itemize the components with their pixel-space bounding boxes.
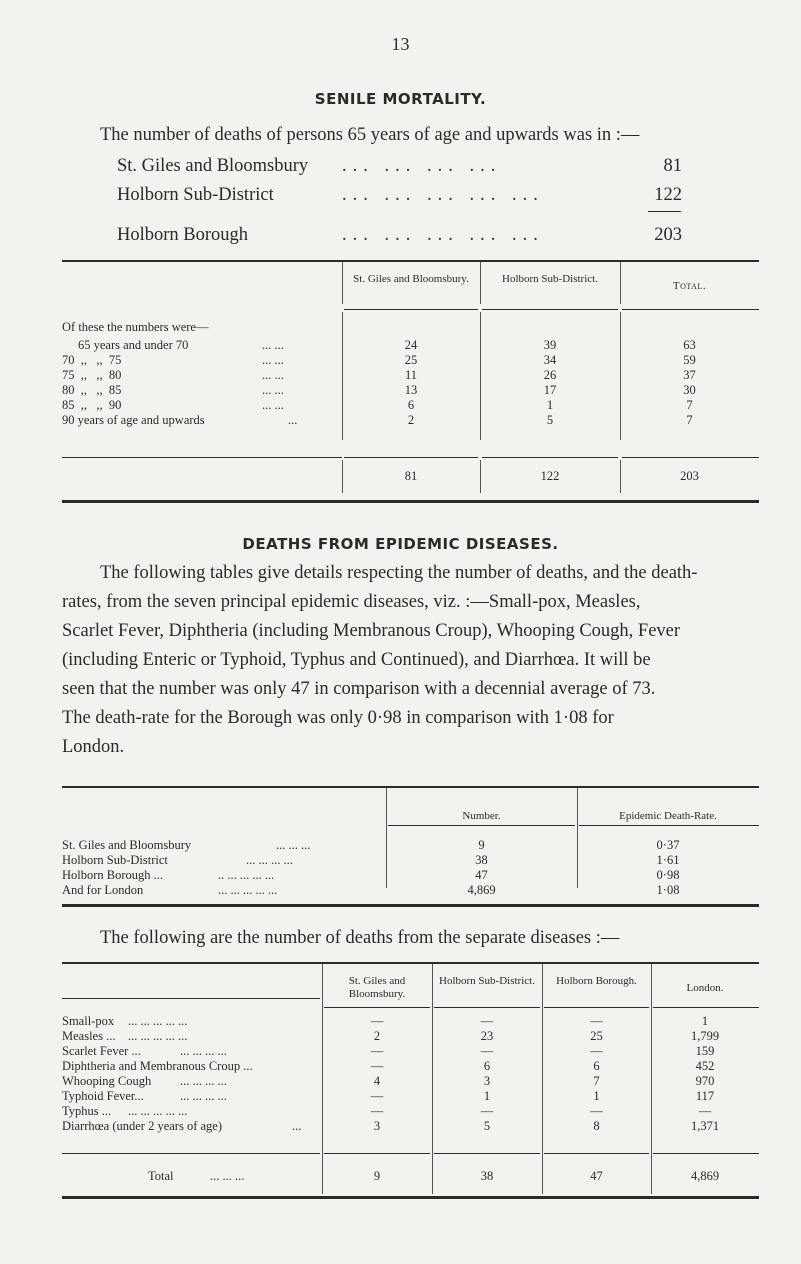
row-dots: ... ... <box>262 398 284 412</box>
row-label: And for London <box>62 883 144 897</box>
cell-total: 7 <box>686 413 693 427</box>
cell-holborn-borough: — <box>590 1104 603 1118</box>
table-top-rule <box>62 962 759 964</box>
total-rule <box>62 457 342 458</box>
header-number: Number. <box>462 810 501 822</box>
header-total: Total. <box>672 280 707 292</box>
cell-holborn: 1 <box>546 398 554 412</box>
summary-sum-rule <box>648 211 681 212</box>
cell-holborn-borough: 6 <box>593 1059 600 1073</box>
diseases-intro: The following are the number of deaths from the separate diseases :— <box>100 928 620 948</box>
cell-london: 1,371 <box>690 1119 720 1133</box>
row-dots: ... ... ... <box>276 838 311 852</box>
summary-value: 122 <box>654 185 682 205</box>
header-holborn-sub-district: Holborn Sub-District. <box>502 273 598 285</box>
cell-total: 30 <box>683 383 696 397</box>
paragraph-line: London. <box>62 737 125 757</box>
header-underline <box>653 1007 759 1008</box>
cell-london: 159 <box>695 1044 715 1058</box>
summary-dots: ... ... ... ... ... <box>342 185 544 205</box>
cell-rate: 0·37 <box>656 838 680 852</box>
cell-london: 452 <box>695 1059 715 1073</box>
total-holborn-borough: 47 <box>590 1169 603 1183</box>
row-dots: ... ... ... ... ... <box>128 1014 188 1028</box>
header-underline <box>544 1007 649 1008</box>
header-underline <box>579 825 759 826</box>
cell-st-giles: 11 <box>404 368 418 382</box>
table-top-rule <box>62 786 759 788</box>
summary-dots: ... ... ... ... <box>342 156 502 176</box>
cell-st-giles: — <box>370 1044 384 1058</box>
row-label: 90 years of age and upwards <box>62 413 205 427</box>
total-rule <box>653 1153 759 1154</box>
summary-value: 203 <box>654 225 682 245</box>
cell-holborn: 17 <box>543 383 557 397</box>
total-rule <box>482 457 618 458</box>
cell-st-giles: — <box>370 1089 384 1103</box>
total-rule <box>324 1153 430 1154</box>
cell-total: 7 <box>686 398 693 412</box>
cell-holborn-sub: 6 <box>483 1059 491 1073</box>
row-dots: ... ... <box>262 368 284 382</box>
row-label: 70 ,, ,, 75 <box>62 353 122 367</box>
row-dots: ... ... ... ... <box>246 853 293 867</box>
row-dots: ... ... ... ... <box>180 1089 227 1103</box>
summary-value: 81 <box>663 156 682 176</box>
cell-number: 4,869 <box>467 883 496 897</box>
total-holborn-sub: 38 <box>480 1169 494 1183</box>
row-label: Holborn Borough ... <box>62 868 164 882</box>
row-dots: ... <box>292 1119 302 1133</box>
header-holborn-borough: Holborn Borough. <box>556 975 637 987</box>
row-dots: ... ... ... ... ... <box>218 883 278 897</box>
row-label: Holborn Sub-District <box>62 853 168 867</box>
cell-st-giles: 4 <box>373 1074 381 1088</box>
header-underline <box>62 998 320 999</box>
row-label: Scarlet Fever ... <box>62 1044 141 1058</box>
table-bottom-rule <box>62 904 759 907</box>
row-label: Small-pox <box>62 1014 115 1028</box>
cell-holborn: 39 <box>543 338 557 352</box>
table-bottom-rule <box>62 1196 759 1199</box>
cell-holborn-borough: — <box>590 1044 603 1058</box>
cell-holborn-sub: — <box>480 1104 494 1118</box>
total-rule <box>544 1153 649 1154</box>
cell-total: 37 <box>683 368 696 382</box>
paragraph-line: rates, from the seven principal epidemic diseases, viz. :—Small-pox, Measles, <box>62 592 641 612</box>
row-dots: ... ... <box>262 338 284 352</box>
header-london: London. <box>686 982 724 994</box>
cell-st-giles: — <box>370 1104 384 1118</box>
cell-st-giles: 2 <box>407 413 415 427</box>
cell-st-giles: 25 <box>404 353 418 367</box>
cell-number: 47 <box>475 868 488 882</box>
cell-london: — <box>698 1104 712 1118</box>
header-underline <box>482 309 618 310</box>
epidemic-diseases-heading: DEATHS FROM EPIDEMIC DISEASES. <box>242 535 559 553</box>
header-st-giles: St. Giles and Bloomsbury. <box>348 975 406 1000</box>
row-label: 80 ,, ,, 85 <box>62 383 122 397</box>
cell-total: 63 <box>683 338 696 352</box>
cell-london: 1 <box>701 1014 709 1028</box>
row-label: Diarrhœa (under 2 years of age) <box>62 1119 222 1133</box>
cell-st-giles: 13 <box>404 383 418 397</box>
row-label: Measles ... <box>62 1029 116 1043</box>
cell-london: 117 <box>695 1089 715 1103</box>
senile-mortality-heading: SENILE MORTALITY. <box>314 90 487 108</box>
total-label: Total <box>148 1169 174 1183</box>
paragraph-line: seen that the number was only 47 in comparison with a decennial average of 73. <box>62 679 656 699</box>
cell-st-giles: 2 <box>373 1029 381 1043</box>
cell-holborn-borough: 1 <box>593 1089 600 1103</box>
cell-total: 59 <box>683 353 696 367</box>
header-underline <box>434 1007 540 1008</box>
row-label: 75 ,, ,, 80 <box>62 368 122 382</box>
cell-holborn-sub: — <box>480 1014 494 1028</box>
cell-holborn-sub: 23 <box>480 1029 494 1043</box>
row-label: Typhoid Fever... <box>62 1089 144 1103</box>
cell-holborn-borough: 25 <box>590 1029 603 1043</box>
total-st-giles: 9 <box>373 1169 381 1183</box>
total-holborn: 122 <box>540 469 560 483</box>
cell-st-giles: 6 <box>407 398 415 412</box>
row-label: Typhus ... <box>62 1104 112 1118</box>
total-rule <box>344 457 478 458</box>
paragraph-line: (including Enteric or Typhoid, Typhus and Continued), and Diarrhœa. It will be <box>62 650 651 670</box>
cell-holborn: 26 <box>543 368 557 382</box>
paragraph-line: The following tables give details respecting the number of deaths, and the death- <box>100 563 698 583</box>
total-dots: ... ... ... <box>210 1169 245 1183</box>
total-st-giles: 81 <box>404 469 418 483</box>
section-label: Of these the numbers were— <box>62 320 209 334</box>
total-rule <box>622 457 759 458</box>
senile-intro: The number of deaths of persons 65 years of age and upwards was in :— <box>100 125 640 145</box>
cell-holborn-sub: — <box>480 1044 494 1058</box>
row-dots: ... ... ... ... ... <box>128 1029 188 1043</box>
row-label: 65 years and under 70 <box>78 338 189 352</box>
summary-label: St. Giles and Bloomsbury <box>117 156 309 176</box>
cell-rate: 0·98 <box>656 868 680 882</box>
row-label: 85 ,, ,, 90 <box>62 398 122 412</box>
header-st-giles: St. Giles and Bloomsbury. <box>353 273 469 285</box>
row-label: Whooping Cough <box>62 1074 152 1088</box>
table-top-rule <box>62 260 759 262</box>
cell-st-giles: — <box>370 1014 384 1028</box>
row-dots: .. ... ... ... ... <box>218 868 275 882</box>
cell-holborn-borough: 7 <box>593 1074 600 1088</box>
cell-number: 38 <box>475 853 488 867</box>
paragraph-line: Scarlet Fever, Diphtheria (including Membranous Croup), Whooping Cough, Fever <box>62 621 681 641</box>
row-dots: ... ... ... ... ... <box>128 1104 188 1118</box>
total-london: 4,869 <box>690 1169 720 1183</box>
cell-st-giles: — <box>370 1059 384 1073</box>
row-dots: ... ... ... ... <box>180 1074 227 1088</box>
cell-holborn-sub: 1 <box>483 1089 491 1103</box>
page-number: 13 <box>391 34 410 54</box>
total-rule <box>62 1153 320 1154</box>
paragraph-line: The death-rate for the Borough was only 0·98 in comparison with 1·08 for <box>62 708 614 728</box>
header-death-rate: Epidemic Death-Rate. <box>619 810 717 822</box>
table-bottom-rule <box>62 500 759 503</box>
total-rule <box>434 1153 540 1154</box>
total-total: 203 <box>680 469 699 483</box>
cell-holborn-sub: 3 <box>483 1074 491 1088</box>
cell-holborn-borough: — <box>590 1014 603 1028</box>
row-label: St. Giles and Bloomsbury <box>62 838 192 852</box>
row-dots: ... ... <box>262 353 284 367</box>
cell-st-giles: 3 <box>373 1119 381 1133</box>
cell-holborn-sub: 5 <box>483 1119 491 1133</box>
cell-london: 1,799 <box>690 1029 720 1043</box>
row-dots: ... ... <box>262 383 284 397</box>
header-holborn-sub-district: Holborn Sub-District. <box>439 975 535 987</box>
cell-st-giles: 24 <box>404 338 418 352</box>
cell-london: 970 <box>695 1074 715 1088</box>
header-underline <box>324 1007 430 1008</box>
summary-dots: ... ... ... ... ... <box>342 225 544 245</box>
summary-label: Holborn Sub-District <box>117 185 274 205</box>
header-underline <box>388 825 575 826</box>
row-label: Diphtheria and Membranous Croup ... <box>62 1059 253 1073</box>
cell-holborn-borough: 8 <box>593 1119 600 1133</box>
header-underline <box>622 309 759 310</box>
cell-holborn: 34 <box>543 353 557 367</box>
row-dots: ... <box>288 413 298 427</box>
cell-number: 9 <box>478 838 485 852</box>
header-underline <box>344 309 478 310</box>
summary-label: Holborn Borough <box>117 225 249 245</box>
cell-holborn: 5 <box>546 413 554 427</box>
cell-rate: 1·61 <box>656 853 680 867</box>
cell-rate: 1·08 <box>656 883 680 897</box>
row-dots: ... ... ... ... <box>180 1044 227 1058</box>
